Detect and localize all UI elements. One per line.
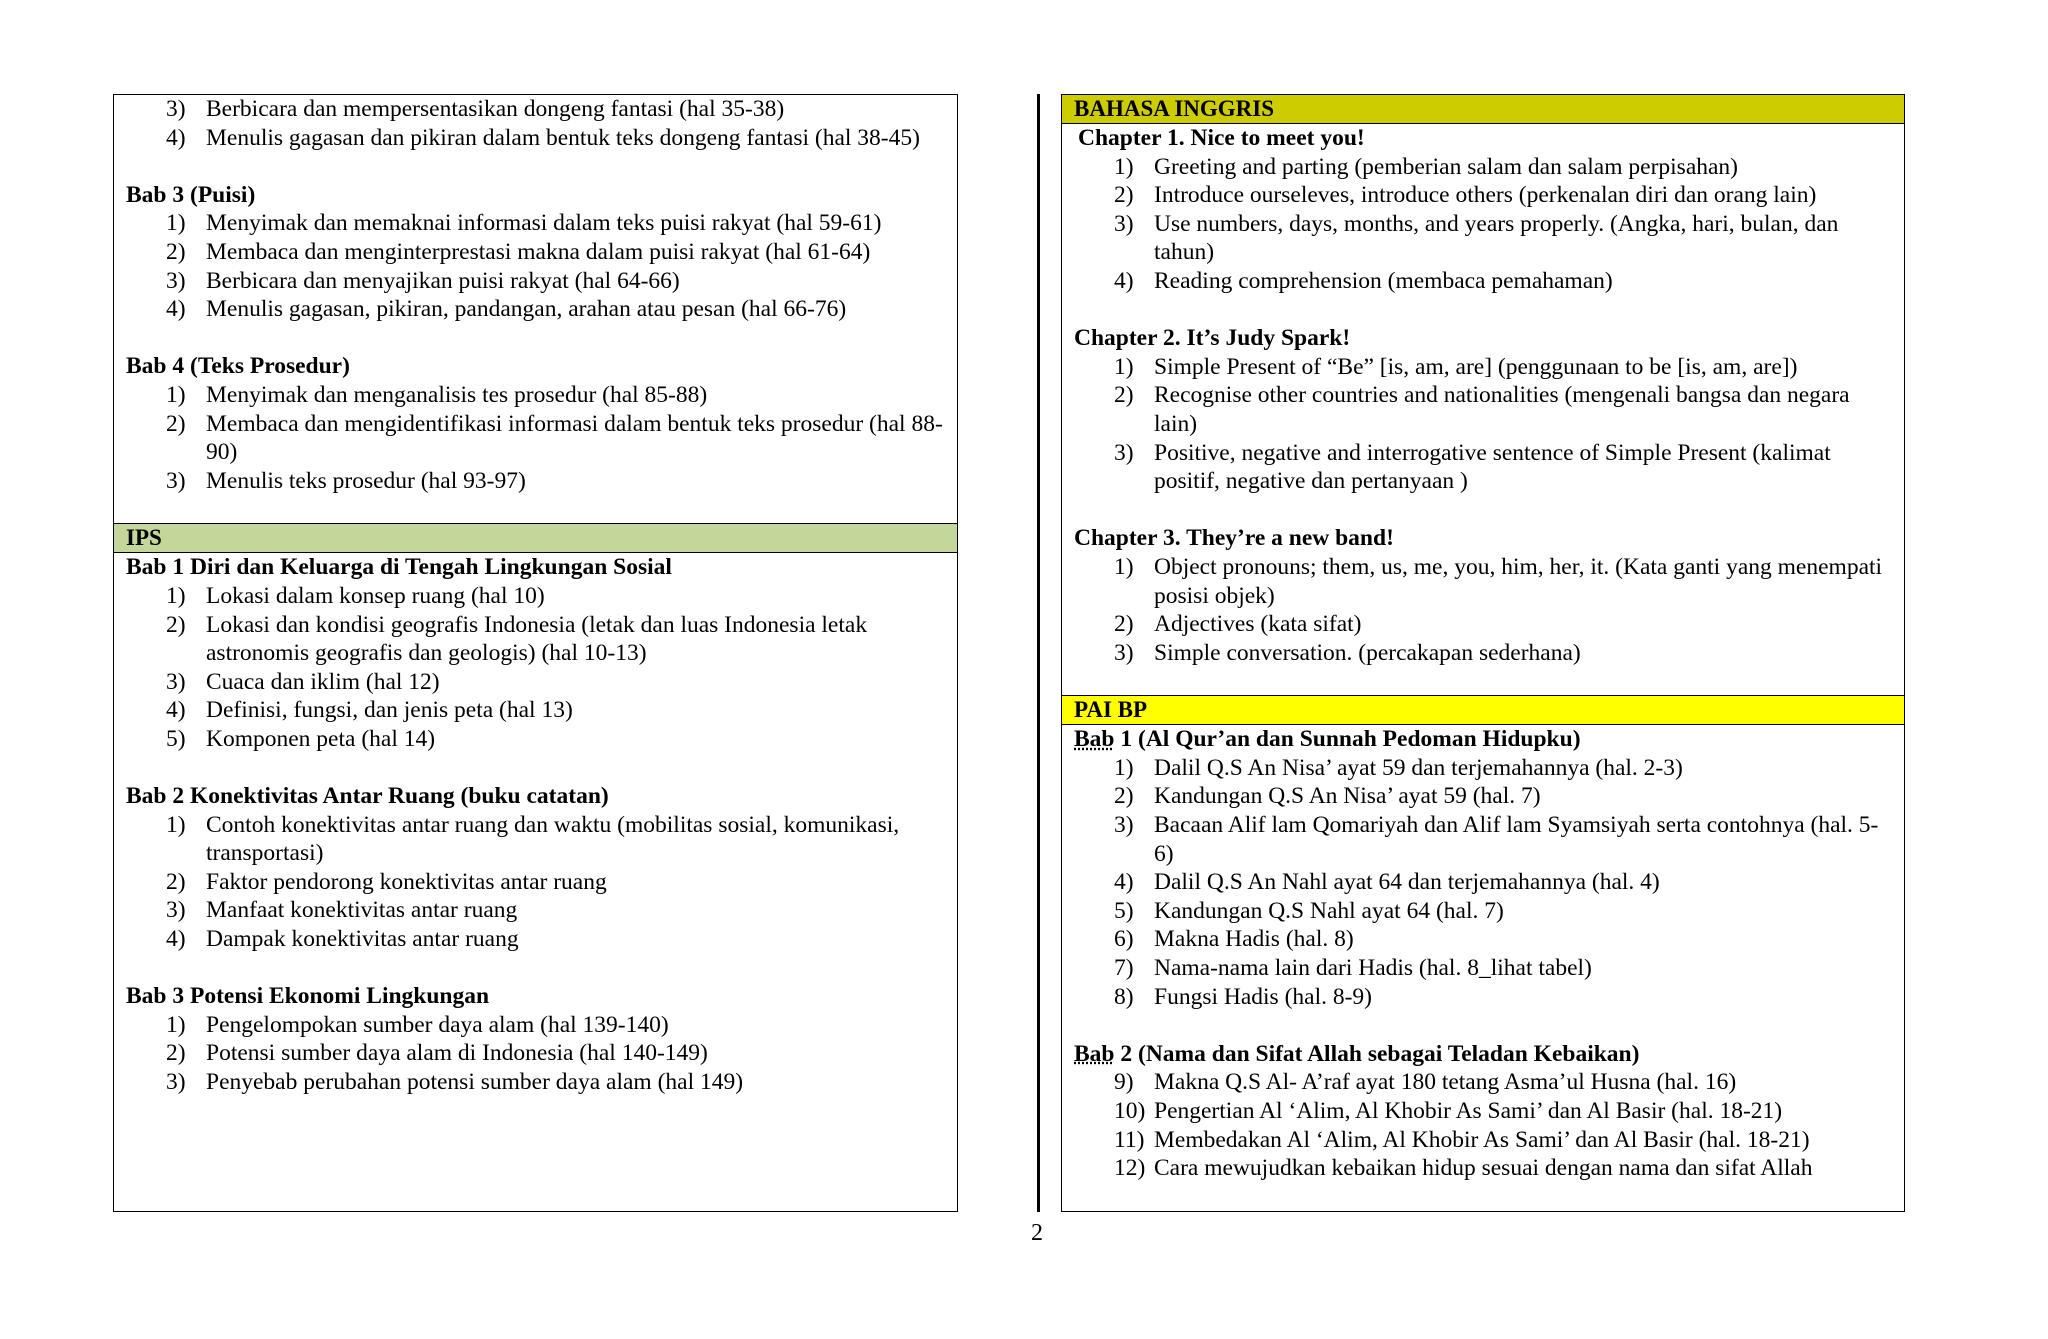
page-number: 2: [1031, 1220, 1043, 1246]
pai-bab2-title: [1074, 1040, 1894, 1069]
item-number: 3): [166, 96, 186, 122]
item-number: 1): [1114, 553, 1134, 580]
item-text: Kandungan Q.S Nahl ayat 64 (hal. 7): [1154, 897, 1504, 924]
item-number: 2): [166, 868, 186, 895]
list-item: [1074, 210, 1894, 267]
list-item: [126, 467, 947, 496]
list-item: [1074, 782, 1894, 811]
bab-word: Bab: [1074, 726, 1115, 753]
item-number: 4): [166, 926, 186, 953]
pai-bab1-title: [1074, 725, 1894, 754]
item-number: 11): [1114, 1126, 1145, 1153]
item-text: Cara mewujudkan kebaikan hidup sesuai dengan nama dan sifat Allah: [1154, 1155, 1813, 1182]
item-number: 1): [1114, 353, 1134, 380]
list-item: [1074, 610, 1894, 639]
list-item: [126, 1068, 947, 1097]
ips-header: IPS: [114, 523, 957, 553]
list-item: [1074, 868, 1894, 897]
item-text: Potensi sumber daya alam di Indonesia (hal 140-149): [206, 1040, 708, 1067]
item-text: Adjectives (kata sifat): [1154, 611, 1362, 638]
item-number: 10): [1114, 1098, 1146, 1124]
list-item: [126, 381, 947, 410]
item-text: Faktor pendorong konektivitas antar ruang: [206, 868, 607, 895]
item-number: 4): [166, 296, 186, 323]
list-item: [1074, 1126, 1894, 1155]
bab-title-rest: 2 (Nama dan Sifat Allah sebagai Teladan Kebaikan): [1114, 1040, 1640, 1067]
item-text: Membaca dan mengidentifikasi informasi dalam bentuk teks prosedur (hal 88-90): [206, 410, 943, 466]
list-item: [126, 410, 947, 467]
item-text: Introduce ourseleves, introduce others (perkenalan diri dan orang lain): [1154, 182, 1817, 209]
ch3-title: Chapter 3. They’re a new band!: [1074, 525, 1394, 552]
list-item: [126, 811, 947, 868]
item-number: 3): [166, 467, 186, 494]
item-text: Pengertian Al ‘Alim, Al Khobir As Sami’ dan Al Basir (hal. 18-21): [1154, 1098, 1783, 1124]
item-number: 7): [1114, 955, 1134, 982]
list-item: [1074, 983, 1894, 1012]
bab-word: Bab: [1074, 1040, 1115, 1067]
bab4-title: Bab 4 (Teks Prosedur): [126, 353, 350, 380]
item-number: 3): [1114, 210, 1134, 237]
item-number: 3): [1114, 439, 1134, 466]
item-text: Simple Present of “Be” [is, am, are] (penggunaan to be [is, am, are]): [1154, 353, 1798, 380]
item-number: 5): [1114, 897, 1134, 924]
item-text: Pengelompokan sumber daya alam (hal 139-140): [206, 1011, 669, 1038]
item-text: Berbicara dan menyajikan puisi rakyat (hal 64-66): [206, 267, 680, 294]
pai-bp-content: [1062, 725, 1904, 1183]
item-text: Dampak konektivitas antar ruang: [206, 926, 519, 953]
ips-bab3-title: Bab 3 Potensi Ekonomi Lingkungan: [126, 983, 490, 1010]
item-number: 2): [166, 238, 186, 265]
list-item: [126, 209, 947, 238]
item-number: 4): [1114, 869, 1134, 896]
pai-bab1-list: [1074, 754, 1894, 1011]
item-text: Use numbers, days, months, and years properly. (Angka, hari, bulan, dan tahun): [1154, 210, 1839, 266]
item-text: Simple conversation. (percakapan sederhana): [1154, 639, 1581, 666]
list-item: [126, 725, 947, 754]
item-number: 1): [166, 210, 186, 237]
list-item: [1074, 153, 1894, 182]
item-text: Contoh konektivitas antar ruang dan waktu (mobilitas sosial, komunikasi, transportasi): [206, 811, 900, 867]
ips-bab3-list: [126, 1011, 947, 1097]
item-number: 4): [166, 697, 186, 724]
ch1-title: Chapter 1. Nice to meet you!: [1078, 125, 1365, 151]
item-text: Bacaan Alif lam Qomariyah dan Alif lam Syamsiyah serta contohnya (hal. 5-6): [1154, 812, 1879, 867]
item-text: Berbicara dan mempersentasikan dongeng fantasi (hal 35-38): [206, 96, 785, 122]
list-item: [1074, 1154, 1894, 1183]
top-item-list: [126, 95, 947, 152]
item-text: Menyimak dan memaknai informasi dalam teks puisi rakyat (hal 59-61): [206, 210, 882, 237]
list-item: [126, 1011, 947, 1040]
list-item: [1074, 267, 1894, 296]
item-text: Recognise other countries and nationalities (mengenali bangsa dan negara lain): [1154, 382, 1850, 437]
item-number: 8): [1114, 983, 1134, 1010]
list-item: [126, 896, 947, 925]
item-number: 2): [166, 611, 186, 638]
left-box: [113, 94, 958, 1212]
ips-bab2-title: Bab 2 Konektivitas Antar Ruang (buku catatan): [126, 783, 609, 810]
center-divider: [1037, 94, 1040, 1212]
list-item: [1074, 925, 1894, 954]
item-text: Kandungan Q.S An Nisa’ ayat 59 (hal. 7): [1154, 783, 1541, 810]
item-number: 2): [1114, 783, 1134, 810]
ch1-list: [1074, 153, 1894, 296]
item-number: 2): [1114, 382, 1134, 409]
item-number: 1): [166, 381, 186, 408]
list-item: [1074, 811, 1894, 868]
list-item: [126, 295, 947, 324]
ch2-title: Chapter 2. It’s Judy Spark!: [1074, 325, 1351, 352]
bahasa-inggris-header: BAHASA INGGRIS: [1062, 95, 1904, 124]
item-text: Reading comprehension (membaca pemahaman): [1154, 267, 1613, 294]
item-number: 3): [166, 668, 186, 695]
item-text: Menulis gagasan, pikiran, pandangan, arahan atau pesan (hal 66-76): [206, 296, 847, 323]
item-text: Makna Q.S Al- A’raf ayat 180 tetang Asma’ul Husna (hal. 16): [1154, 1069, 1737, 1096]
item-number: 1): [166, 811, 186, 838]
item-number: 1): [166, 1011, 186, 1038]
item-number: 2): [1114, 182, 1134, 209]
ips-content: [114, 553, 957, 1096]
item-text: Manfaat konektivitas antar ruang: [206, 897, 518, 924]
item-text: Menyimak dan menganalisis tes prosedur (hal 85-88): [206, 381, 708, 408]
list-item: [126, 668, 947, 697]
item-number: 2): [166, 410, 186, 437]
bab3-list: [126, 209, 947, 323]
pai-bp-header: PAI BP: [1062, 695, 1904, 725]
item-number: 3): [166, 267, 186, 294]
bahasa-inggris-content: [1062, 124, 1904, 695]
item-number: 6): [1114, 926, 1134, 953]
item-number: 1): [166, 582, 186, 609]
item-text: Lokasi dalam konsep ruang (hal 10): [206, 582, 545, 609]
item-number: 9): [1114, 1069, 1134, 1096]
item-number: 3): [1114, 812, 1134, 839]
item-number: 5): [166, 725, 186, 752]
item-number: 3): [166, 897, 186, 924]
list-item: [126, 868, 947, 897]
item-number: 4): [166, 124, 186, 151]
list-item: [1074, 353, 1894, 382]
list-item: [1074, 181, 1894, 210]
item-number: 2): [166, 1040, 186, 1067]
item-text: Lokasi dan kondisi geografis Indonesia (letak dan luas Indonesia letak astronomis geografis dan geologis) (hal 10-13): [206, 611, 868, 667]
item-text: Greeting and parting (pemberian salam dan salam perpisahan): [1154, 153, 1739, 180]
bab3-title: Bab 3 (Puisi): [126, 181, 256, 208]
item-text: Penyebab perubahan potensi sumber daya alam (hal 149): [206, 1069, 744, 1095]
item-text: Cuaca dan iklim (hal 12): [206, 668, 440, 695]
item-number: 3): [166, 1069, 186, 1095]
bahasa-indonesia-continued: [114, 95, 957, 523]
item-text: Makna Hadis (hal. 8): [1154, 926, 1354, 953]
left-column: [113, 94, 958, 1212]
list-item: [126, 582, 947, 611]
list-item: [1074, 439, 1894, 496]
bab4-list: [126, 381, 947, 495]
ch3-list: [1074, 553, 1894, 667]
item-number: 3): [1114, 639, 1134, 666]
item-text: Membedakan Al ‘Alim, Al Khobir As Sami’ dan Al Basir (hal. 18-21): [1154, 1126, 1810, 1153]
list-item: [126, 267, 947, 296]
right-column: [1061, 94, 1905, 1212]
item-text: Definisi, fungsi, dan jenis peta (hal 13): [206, 697, 573, 724]
list-item: [126, 124, 947, 153]
ips-bab2-list: [126, 811, 947, 954]
list-item: [126, 95, 947, 124]
list-item: [126, 1039, 947, 1068]
ips-bab1-title: Bab 1 Diri dan Keluarga di Tengah Lingkungan Sosial: [126, 554, 672, 581]
item-text: Nama-nama lain dari Hadis (hal. 8_lihat tabel): [1154, 955, 1592, 982]
list-item: [126, 925, 947, 954]
list-item: [1074, 1068, 1894, 1097]
list-item: [126, 611, 947, 668]
item-number: 4): [1114, 267, 1134, 294]
bab-title-rest: 1 (Al Qur’an dan Sunnah Pedoman Hidupku): [1114, 726, 1581, 753]
item-text: Fungsi Hadis (hal. 8-9): [1154, 983, 1373, 1010]
item-text: Positive, negative and interrogative sentence of Simple Present (kalimat positif, negative dan pertanyaan ): [1154, 439, 1831, 495]
list-item: [1074, 553, 1894, 610]
list-item: [1074, 639, 1894, 668]
list-item: [1074, 954, 1894, 983]
ips-bab1-list: [126, 582, 947, 754]
list-item: [126, 238, 947, 267]
list-item: [1074, 381, 1894, 438]
item-number: 12): [1114, 1155, 1146, 1182]
ch2-list: [1074, 353, 1894, 496]
item-text: Menulis gagasan dan pikiran dalam bentuk teks dongeng fantasi (hal 38-45): [206, 124, 920, 151]
item-text: Komponen peta (hal 14): [206, 725, 436, 752]
list-item: [1074, 754, 1894, 783]
item-number: 2): [1114, 611, 1134, 638]
list-item: [1074, 897, 1894, 926]
item-text: Dalil Q.S An Nahl ayat 64 dan terjemahannya (hal. 4): [1154, 869, 1660, 896]
item-text: Membaca dan menginterprestasi makna dalam puisi rakyat (hal 61-64): [206, 238, 871, 265]
item-number: 1): [1114, 153, 1134, 180]
item-text: Dalil Q.S An Nisa’ ayat 59 dan terjemahannya (hal. 2-3): [1154, 754, 1683, 781]
pai-bab2-list: [1074, 1068, 1894, 1182]
right-box: [1061, 94, 1905, 1212]
item-text: Object pronouns; them, us, me, you, him, her, it. (Kata ganti yang menempati posisi objek): [1154, 553, 1883, 609]
list-item: [1074, 1097, 1894, 1126]
list-item: [126, 696, 947, 725]
item-number: 1): [1114, 754, 1134, 781]
item-text: Menulis teks prosedur (hal 93-97): [206, 467, 526, 494]
